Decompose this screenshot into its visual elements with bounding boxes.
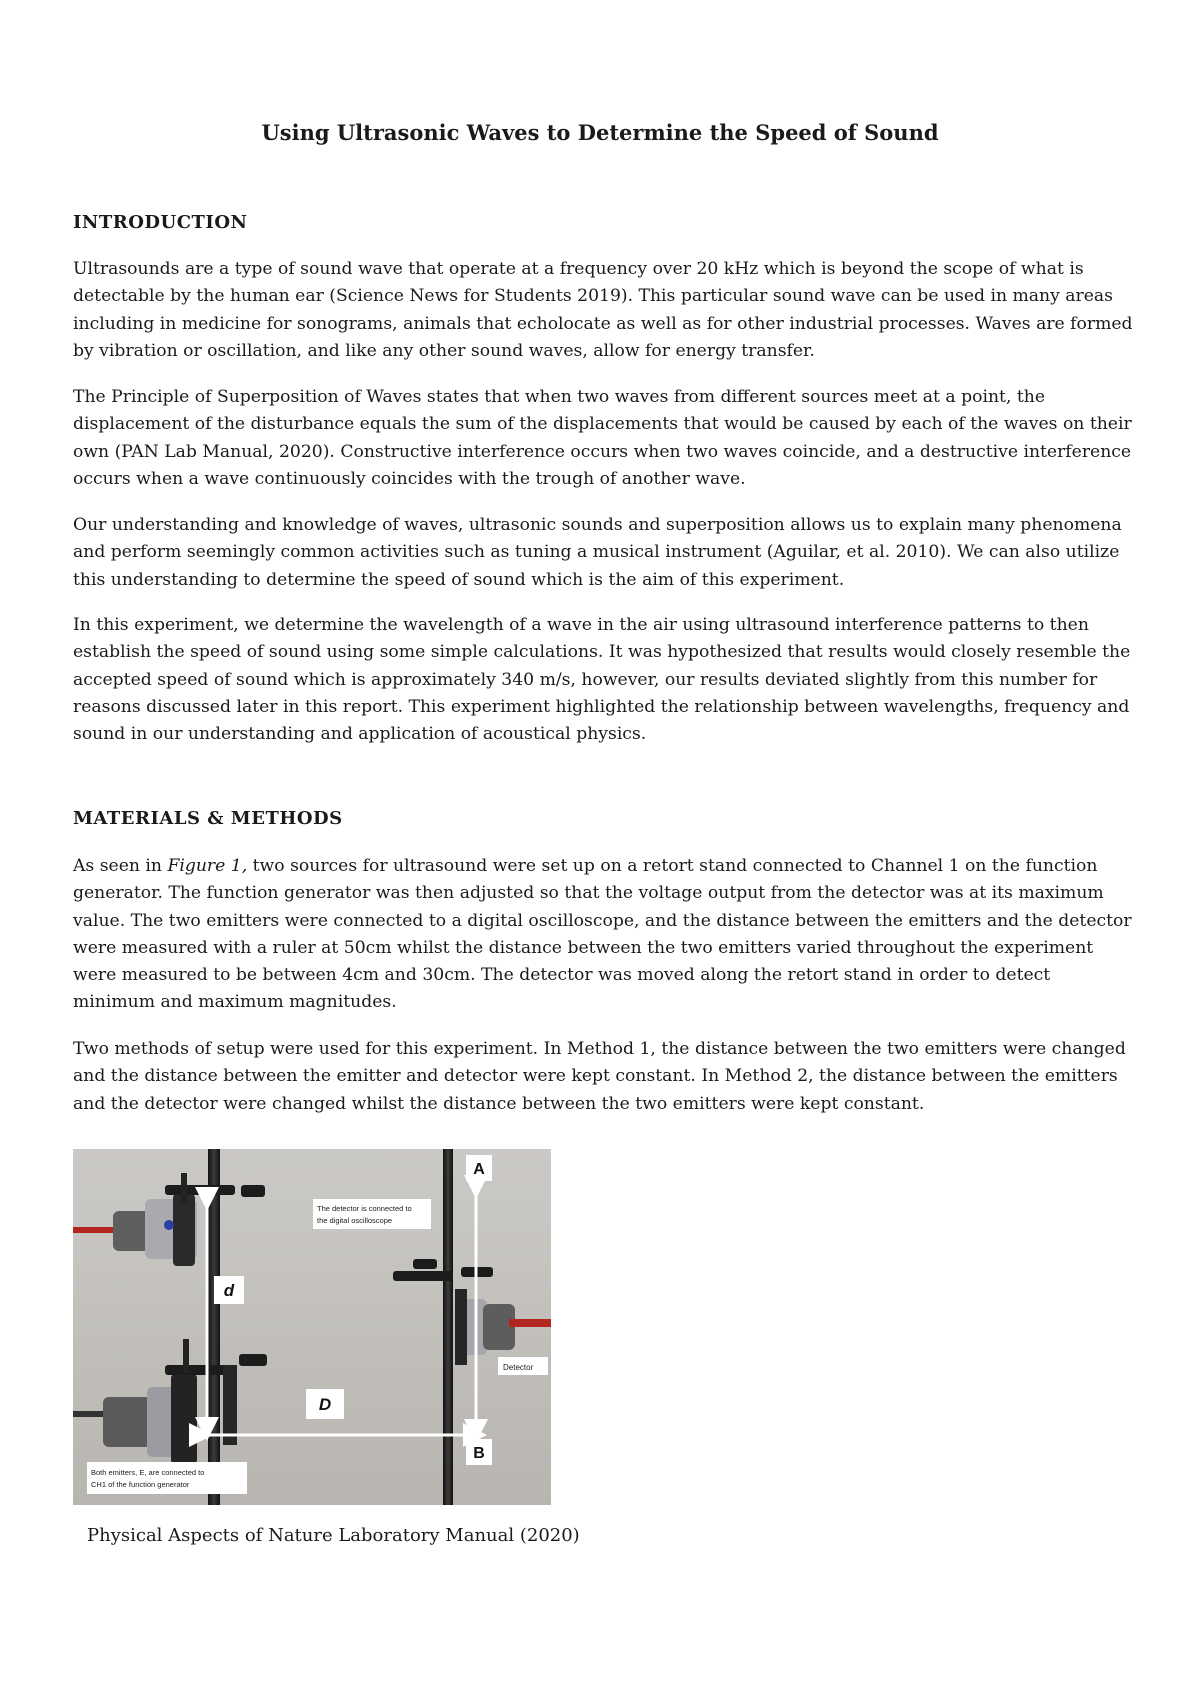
intro-paragraph-2: The Principle of Superposition of Waves states that when two waves from different sources meet at a point, the displacement of the disturbance equals the sum of the displacements that would be caused by each of the waves on their own (PAN Lab Manual, 2020). Constructive interference occurs when two waves coincide, and a destructive interference occurs when a wave continuously coincides with the trough of another wave. [73, 387, 1132, 489]
label-d-large-box [306, 1389, 344, 1419]
figure-caption: Physical Aspects of Nature Laboratory Manual (2020) [87, 1525, 580, 1546]
intro-paragraph-3: Our understanding and knowledge of waves, ultrasonic sounds and superposition allows us to explain many phenomena and perform seemingly common activities such as tuning a musical instrument (Aguilar, et al. 2010). We can also utilize this understanding to determine the speed of sound which is the aim of this experiment. [73, 515, 1122, 590]
svg-text:Detector: Detector [503, 1363, 534, 1372]
emitter-stand [208, 1149, 220, 1505]
label-a-box [466, 1155, 492, 1181]
emitters-connection-note [87, 1462, 247, 1494]
label-d-small-box [214, 1276, 244, 1304]
methods-paragraph-2: Two methods of setup were used for this experiment. In Method 1, the distance between the two emitters were changed and the distance between the emitter and detector were kept constant. In Method 2, the distance between the emitters and the detector were changed whilst the distance between the two emitters were kept constant. [73, 1039, 1126, 1114]
intro-paragraph-4: In this experiment, we determine the wavelength of a wave in the air using ultrasound interference patterns to then establish the speed of sound using some simple calculations. It was hypothesized that results would closely resemble the accepted speed of sound which is approximately 340 m/s, however, our results deviated slightly from this number for reasons discussed later in this report. This experiment highlighted the relationship between wavelengths, frequency and sound in our understanding and application of acoustical physics. [73, 615, 1131, 745]
label-b-box [466, 1439, 492, 1465]
detector-connection-note [313, 1199, 431, 1229]
label-d-small: d [223, 1281, 235, 1300]
methods-heading: MATERIALS & METHODS [73, 808, 343, 829]
label-b: B [473, 1445, 485, 1462]
svg-text:the digital oscilloscope: the digital oscilloscope [317, 1216, 393, 1225]
svg-text:Both emitters, E, are connecte: Both emitters, E, are connected to [91, 1468, 205, 1477]
intro-paragraph-1: Ultrasounds are a type of sound wave that operate at a frequency over 20 kHz which is beyond the scope of what is detectable by the human ear (Science News for Students 2019). This particular sound wave can be used in many areas including in medicine for sonograms, animals that echolocate as well as for other industrial processes. Waves are formed by vibration or oscillation, and like any other sound waves, allow for energy transfer. [73, 259, 1133, 361]
document-title: Using Ultrasonic Waves to Determine the Speed of Sound [261, 120, 939, 145]
svg-text:The detector is connected to: The detector is connected to [317, 1204, 412, 1213]
figure-1-photo [73, 1149, 551, 1505]
figure-reference: Figure 1, [167, 856, 248, 876]
detector-label-note [498, 1357, 548, 1375]
label-d-large: D [318, 1395, 332, 1414]
label-a: A [473, 1161, 485, 1178]
detector-stand [443, 1149, 453, 1505]
methods-paragraph-1: As seen in Figure 1, two sources for ultrasound were set up on a retort stand connected to Channel 1 on the function generator. The function generator was then adjusted so that the voltage output from the detector was at its maximum value. The two emitters were connected to a digital oscilloscope, and the distance between the emitters and the detector were measured with a ruler at 50cm whilst the distance between the two emitters varied throughout the experiment were measured to be between 4cm and 30cm. The detector was moved along the retort stand in order to detect minimum and maximum magnitudes. [73, 856, 1132, 1013]
svg-text:CH1 of the function generator: CH1 of the function generator [91, 1480, 190, 1489]
introduction-heading: INTRODUCTION [73, 212, 248, 233]
